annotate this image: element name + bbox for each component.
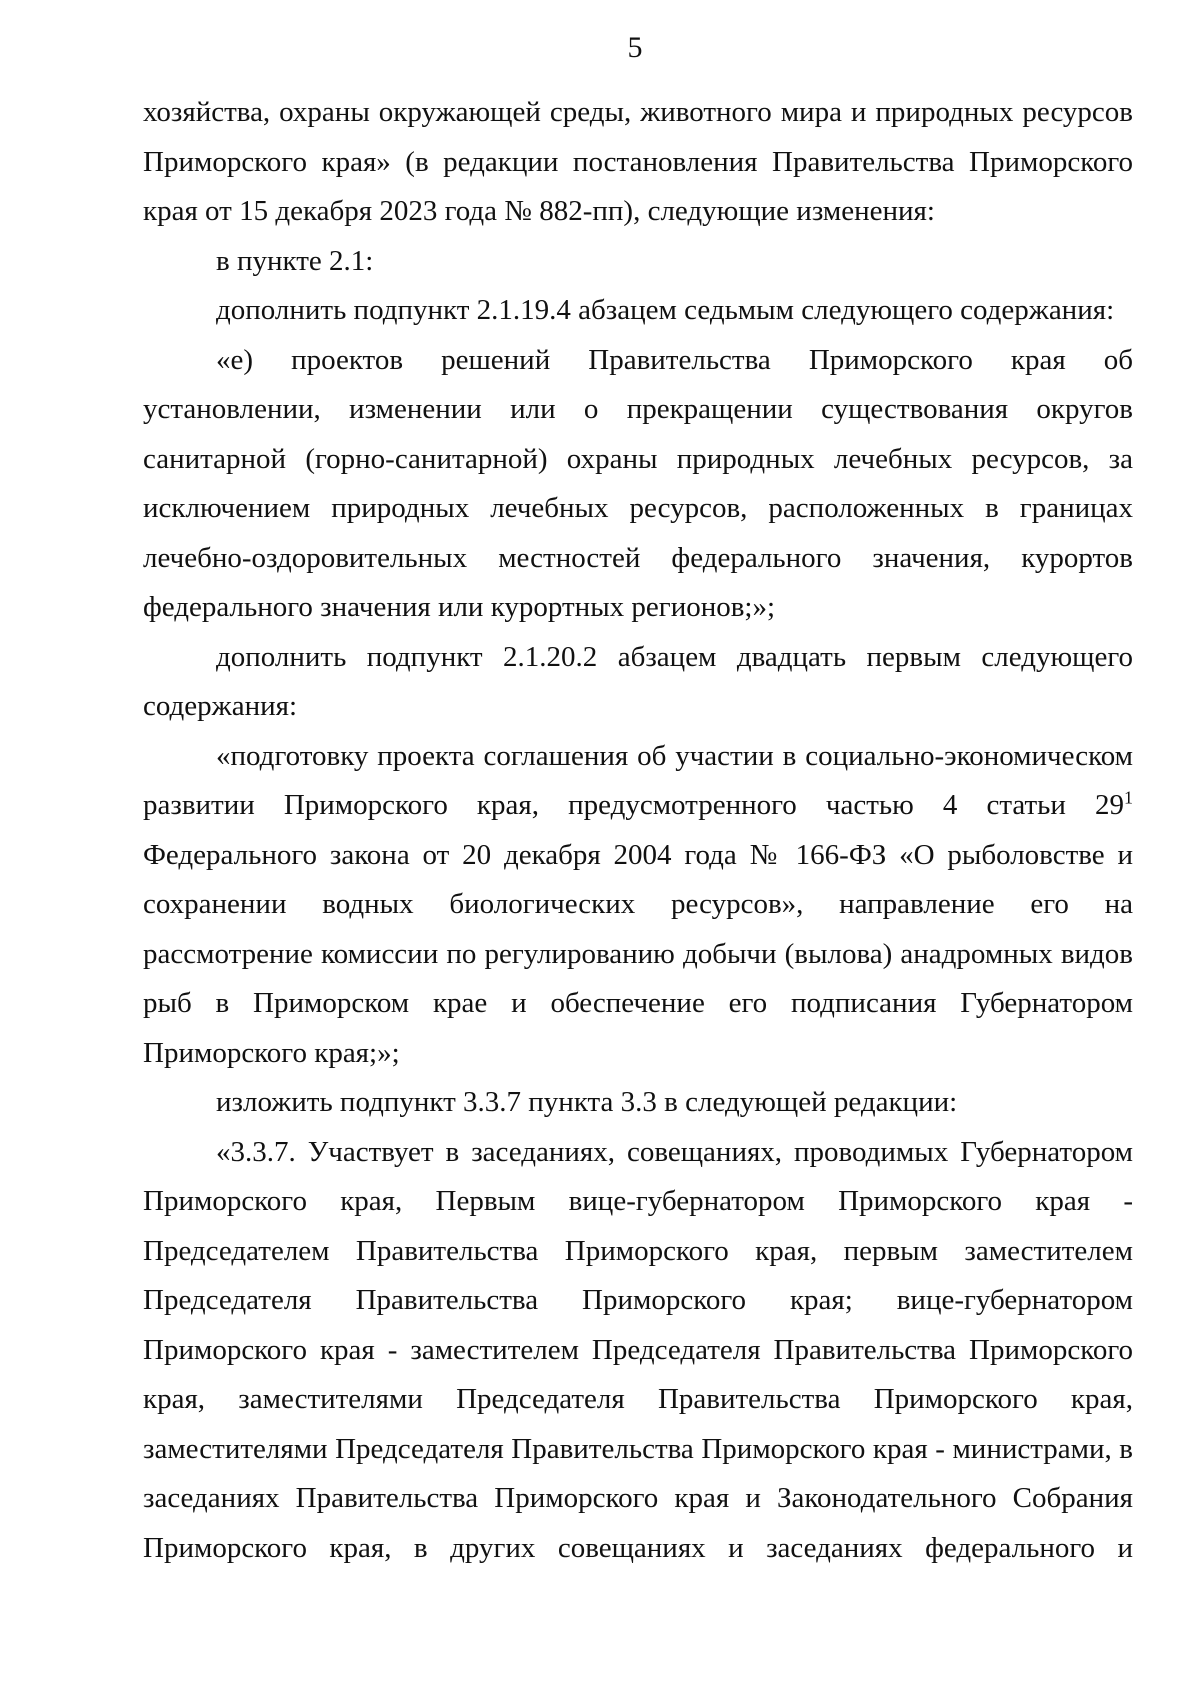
paragraph-intro: хозяйства, охраны окружающей среды, животного мира и природных ресурсов Приморского края» (в редакции постановления Правительства Приморского края от 15 декабря 2023 года № 882-пп), следующие изменения:: [143, 96, 1133, 227]
paragraph-point-2-1: в пункте 2.1:: [216, 244, 374, 277]
page-number: 5: [627, 31, 643, 64]
paragraph-amend-2-1-19-4: дополнить подпункт 2.1.19.4 абзацем седьмым следующего содержания:: [216, 294, 1115, 326]
paragraph-amend-2-1-20-2: дополнить подпункт 2.1.20.2 абзацем двадцать первым следующего содержания:: [143, 640, 1133, 722]
document-body: [143, 88, 1133, 1573]
paragraph-quote-e: «е) проектов решений Правительства Приморского края об установлении, изменении или о прекращении существования округов санитарной (горно-санитарной) охраны природных лечебных ресурсов, за исключением природных лечебных ресурсов, расположенных в границах лечебно-оздоровительных местностей федерального значения, курортов федерального значения или курортных регионов;»;: [143, 343, 1133, 623]
paragraph-quote-agreement: [143, 732, 1133, 1079]
article-superscript: 1: [1124, 787, 1133, 808]
paragraph-amend-3-3-7: изложить подпункт 3.3.7 пункта 3.3 в следующей редакции:: [216, 1086, 958, 1118]
paragraph-quote-agreement-part2: Федерального закона от 20 декабря 2004 года № 166-ФЗ «О рыболовстве и сохранении водных биологических ресурсов», направление его на рассмотрение комиссии по регулированию добычи (вылова) анадромных видов рыб в Приморском крае и обеспечение его подписания Губернатором Приморского края;»;: [143, 838, 1133, 1069]
paragraph-quote-agreement-part1: «подготовку проекта соглашения об участии в социально-экономическом развитии Приморского края, предусмотренного частью 4 статьи 29: [143, 739, 1133, 821]
paragraph-quote-3-3-7: «3.3.7. Участвует в заседаниях, совещаниях, проводимых Губернатором Приморского края, Первым вице-губернатором Приморского края - Председателем Правительства Приморского края, первым заместителем Председателя Правительства Приморского края; вице-губернатором Приморского края - заместителем Председателя Правительства Приморского края, заместителями Председателя Правительства Приморского края, заместителями Председателя Правительства Приморского края - министрами, в заседаниях Правительства Приморского края и Законодательного Собрания Приморского края, в других совещаниях и заседаниях федерального и: [143, 1135, 1133, 1564]
